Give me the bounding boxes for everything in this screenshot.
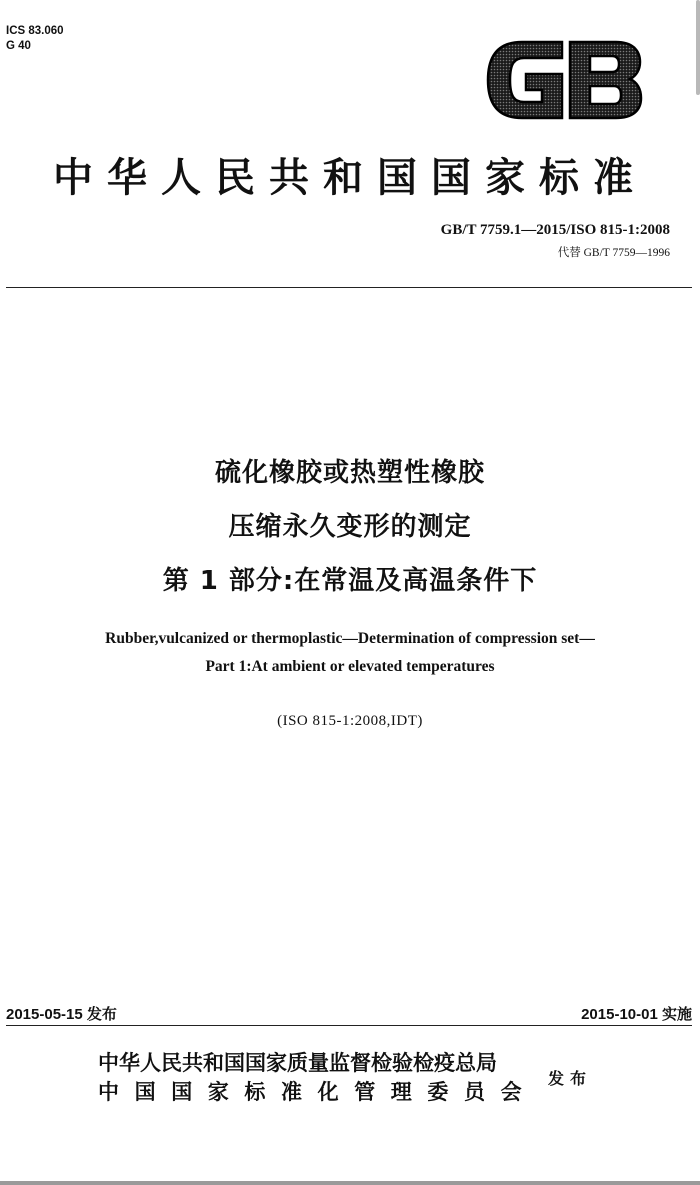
title-cn-line-1: 硫化橡胶或热塑性橡胶 — [214, 458, 485, 488]
implementation-date: 2015-10-01 实施 — [581, 1006, 692, 1023]
classification-codes — [6, 24, 64, 54]
title-cn-line-2: 压缩永久变形的测定 — [228, 512, 472, 542]
publish-label: 发布 — [548, 1069, 593, 1088]
title-en-line-1: Rubber,vulcanized or thermoplastic—Determination of compression set— — [105, 630, 595, 647]
bottom-edge-bar — [0, 1181, 700, 1185]
title-en-line-2: Part 1:At ambient or elevated temperatures — [205, 658, 495, 675]
standard-number: GB/T 7759.1—2015/ISO 815-1:2008 — [440, 222, 670, 238]
issuer-sac: 中国国家标准化管理委员会 — [98, 1080, 538, 1104]
iso-equivalence: (ISO 815-1:2008,IDT) — [277, 713, 423, 729]
bottom-divider — [6, 1025, 692, 1026]
issue-date: 2015-05-15 发布 — [6, 1006, 117, 1023]
top-divider — [6, 287, 692, 288]
title-cn-line-3: 第 1 部分:在常温及高温条件下 — [162, 566, 538, 596]
scrollbar-thumb[interactable] — [696, 0, 700, 95]
replaces-standard: 代替 GB/T 7759—1996 — [557, 247, 670, 259]
national-standard-title: 中华人民共和国国家标准 — [53, 154, 647, 201]
gb-logo — [484, 38, 644, 122]
issuer-aqsiq: 中华人民共和国国家质量监督检验检疫总局 — [98, 1051, 497, 1075]
ccs-code: G 40 — [6, 40, 31, 52]
ics-code: ICS 83.060 — [6, 25, 64, 37]
